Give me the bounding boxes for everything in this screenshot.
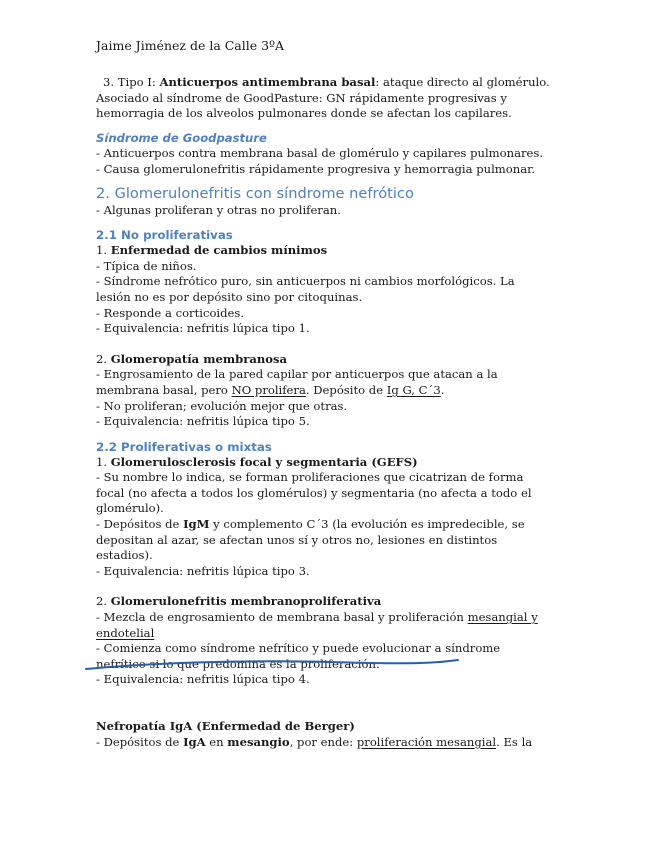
berger-title — [96, 719, 566, 735]
text-run: - Depósitos de — [96, 517, 184, 532]
item-title: Glomerulonefritis membranoproliferativa — [110, 594, 382, 609]
sub22-item2-l4: nefrítico si lo que predomina es la proliferación. — [96, 656, 380, 671]
sub22-item1-l6: estadios). — [96, 548, 153, 563]
sub22-item2-heading — [96, 594, 566, 610]
item-title: Glomeropatía membranosa — [110, 351, 288, 366]
sub21-item1-l4: - Responde a corticoides. — [96, 305, 245, 320]
underlined-text: mesangial y — [467, 610, 538, 625]
goodpasture-title: Síndrome de Goodpasture — [96, 130, 267, 145]
item-number: 1. — [96, 454, 111, 469]
sub22-item2-l1 — [96, 610, 566, 626]
sub22-item1-l3: glomérulo). — [96, 501, 164, 516]
sub22-item1-l2: focal (no afecta a todos los glomérulos) y segmentaria (no afecta a todo el — [96, 485, 532, 500]
sub21-item1-l2: - Síndrome nefrótico puro, sin anticuerpos ni cambios morfológicos. La — [96, 274, 515, 289]
section2-title: 2. Glomerulonefritis con síndrome nefrótico — [96, 184, 414, 202]
sub22-item2-l2 — [96, 626, 566, 642]
text-run: . — [440, 382, 445, 397]
bold-text: IgA — [183, 734, 206, 749]
text-run: , por ende: — [289, 734, 357, 749]
text-run: membrana basal, pero — [96, 382, 232, 397]
tipo1-line1 — [96, 75, 566, 91]
item-number: 1. — [96, 243, 111, 258]
text-run: - Depósitos de — [96, 734, 184, 749]
sub22-item1-heading — [96, 455, 566, 471]
bold-text: mesangio — [227, 734, 290, 749]
sub21-item1-heading — [96, 243, 566, 259]
author-header: Jaime Jiménez de la Calle 3ºA — [96, 38, 284, 53]
item-title: Glomerulosclerosis focal y segmentaria (GEFS) — [110, 454, 418, 469]
sub21-title: 2.1 No proliferativas — [96, 228, 233, 243]
sub22-item1-l7: - Equivalencia: nefritis lúpica tipo 3. — [96, 563, 310, 578]
sub21-item1-l3: lesión no es por depósito sino por citoquinas. — [96, 289, 363, 304]
sub22-title: 2.2 Proliferativas o mixtas — [96, 439, 272, 454]
sub21-item1-l1: - Típica de niños. — [96, 258, 197, 273]
section2-intro: - Algunas proliferan y otras no proliferan. — [96, 202, 341, 217]
text-run: . Depósito de — [305, 382, 387, 397]
sub21-item2-l4: - Equivalencia: nefritis lúpica tipo 5. — [96, 414, 310, 429]
text-run: - Mezcla de engrosamiento de membrana basal y proliferación — [96, 610, 468, 625]
tipo1-rest: : ataque directo al glomérulo. — [375, 75, 550, 89]
sub22-item1-l1: - Su nombre lo indica, se forman proliferaciones que cicatrizan de forma — [96, 470, 524, 485]
tipo1-line3: hemorragia de los alveolos pulmonares donde se afectan los capilares. — [96, 106, 512, 121]
sub22-item1-l4 — [96, 517, 566, 533]
sub21-item2-l2 — [96, 383, 566, 399]
bold-text: IgM — [183, 517, 210, 532]
document-body — [96, 75, 566, 750]
underlined-text: Ig G, C´3 — [386, 382, 441, 397]
goodpasture-line2: - Causa glomerulonefritis rápidamente progresiva y hemorragia pulmonar. — [96, 161, 536, 176]
bold-text: Nefropatía IgA (Enfermedad de Berger) — [96, 719, 355, 733]
sub21-item1-l5: - Equivalencia: nefritis lúpica tipo 1. — [96, 321, 310, 336]
text-run: en — [205, 734, 228, 749]
tipo1-prefix: 3. Tipo I: — [103, 75, 160, 89]
underlined-text: endotelial — [96, 625, 155, 640]
text-run: y complemento C´3 (la evolución es impredecible, se — [209, 517, 525, 532]
underlined-text: proliferación mesangial — [356, 734, 497, 749]
underlined-text: NO prolifera — [231, 382, 306, 397]
item-number: 2. — [96, 351, 111, 366]
tipo1-bold: Anticuerpos antimembrana basal — [159, 75, 376, 89]
sub21-item2-heading — [96, 352, 566, 368]
sub21-item2-l1: - Engrosamiento de la pared capilar por anticuerpos que atacan a la — [96, 367, 498, 382]
sub22-item2-l3: - Comienza como síndrome nefrítico y puede evolucionar a síndrome — [96, 641, 501, 656]
sub21-item2-l3: - No proliferan; evolución mejor que otras. — [96, 398, 348, 413]
goodpasture-line1: - Anticuerpos contra membrana basal de glomérulo y capilares pulmonares. — [96, 146, 544, 161]
item-title: Enfermedad de cambios mínimos — [110, 243, 328, 258]
sub22-item1-l5: depositan al azar, se afectan unos sí y otros no, lesiones en distintos — [96, 532, 498, 547]
tipo1-line2: Asociado al síndrome de GoodPasture: GN rápidamente progresivas y — [96, 90, 507, 105]
item-number: 2. — [96, 594, 111, 609]
text-run: . Es la — [496, 734, 533, 749]
berger-l1 — [96, 735, 566, 751]
sub22-item2-l5: - Equivalencia: nefritis lúpica tipo 4. — [96, 672, 310, 687]
